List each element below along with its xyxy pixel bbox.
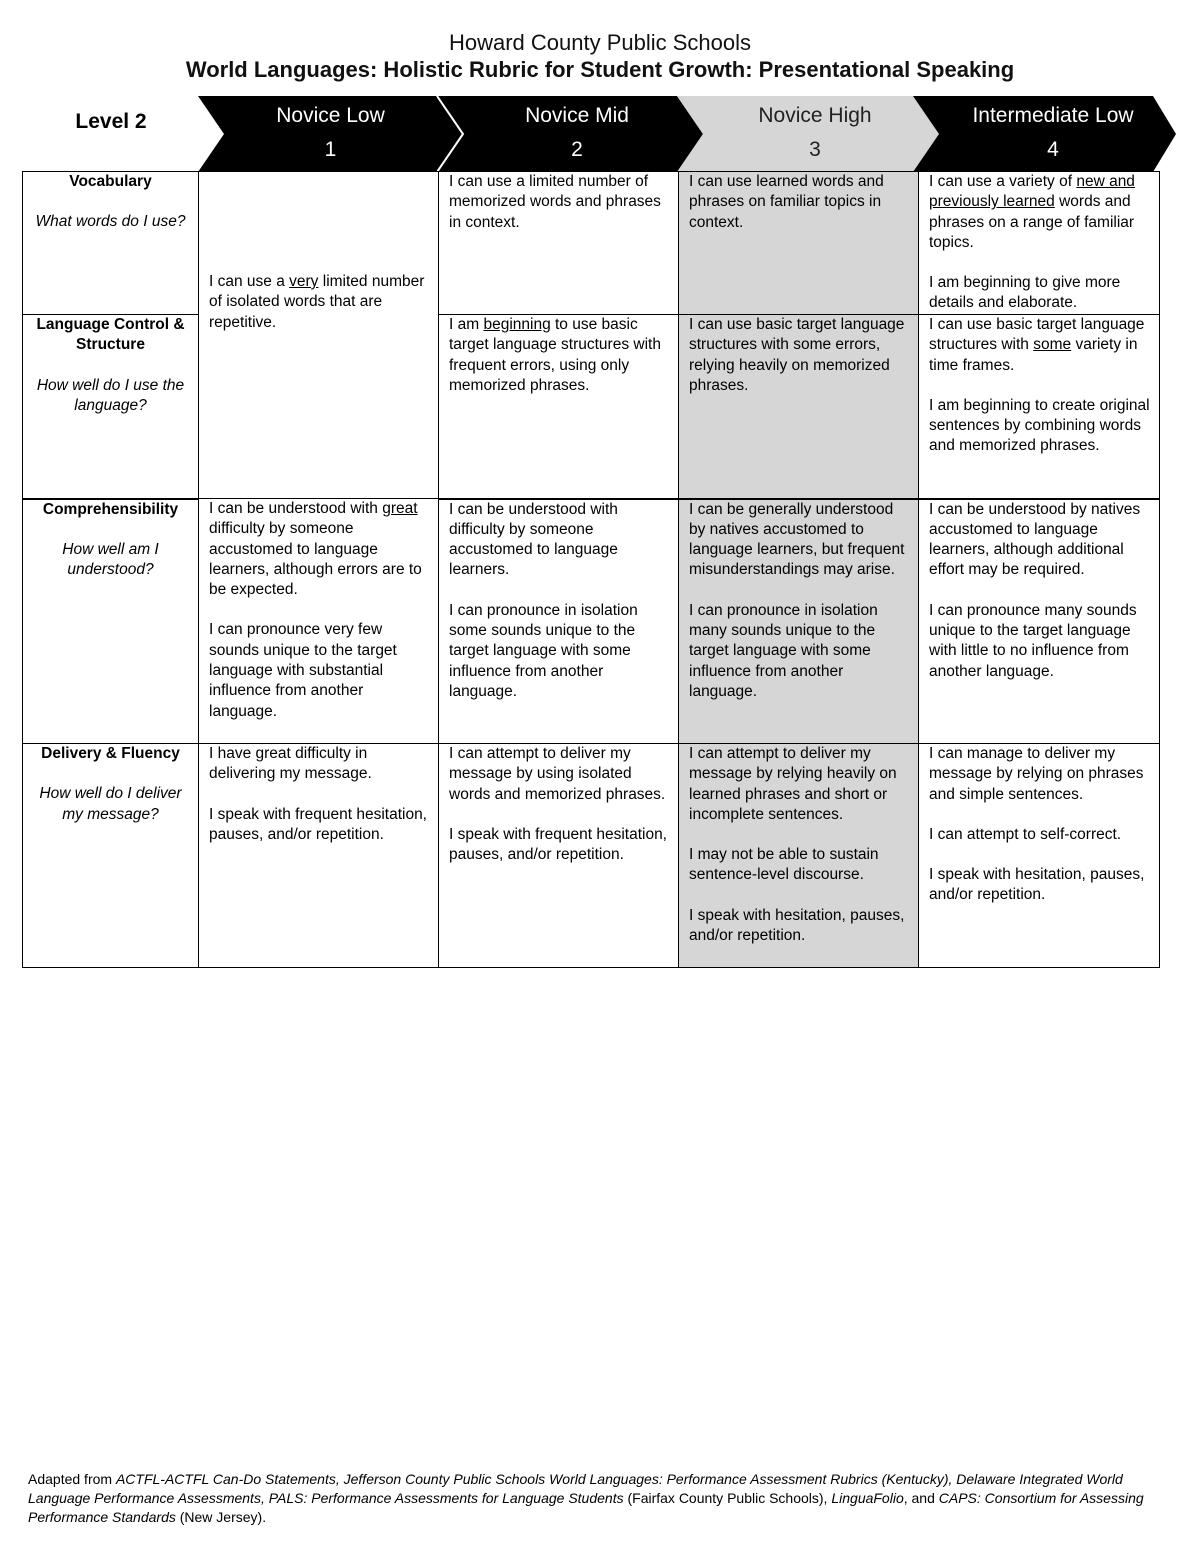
row-title: Comprehensibility	[42, 500, 179, 518]
table-row-delivery-fluency	[23, 744, 1160, 968]
cell-text: I can pronounce in isolation many sounds unique to the target language with some influence from another language.	[689, 601, 878, 700]
row-title: Vocabulary	[69, 173, 152, 190]
cell-novice-mid-vocabulary	[439, 172, 679, 315]
level-label: Level 2	[75, 110, 147, 133]
rubric-table	[22, 171, 1160, 968]
level-header-novice-low	[198, 96, 463, 172]
cell-text: I can use a very limited number of isolated words that are repetitive.	[209, 273, 425, 331]
cell-text: I can manage to deliver my message by relying on phrases and simple sentences.	[929, 745, 1144, 803]
cell-intermediate-low-comprehensibility	[919, 499, 1160, 744]
table-row-vocabulary	[23, 172, 1160, 315]
cell-novice-mid-language-control	[439, 315, 679, 499]
cell-text: I speak with frequent hesitation, pauses, and/or repetition.	[209, 805, 427, 843]
cell-text: I am beginning to create original sentences by combining words and memorized phrases.	[929, 396, 1150, 455]
cell-text: I can attempt to deliver my message by using isolated words and memorized phrases.	[449, 745, 666, 803]
cell-text: I can pronounce very few sounds unique to the target language with substantial influence from another language.	[209, 621, 397, 720]
cell-text: I can be understood with great difficulty by someone accustomed to language learners, although errors are to be expected.	[209, 500, 422, 599]
level-number: 3	[809, 138, 821, 161]
row-question: How well do I deliver my message?	[39, 785, 182, 823]
level-name: Intermediate Low	[972, 104, 1134, 127]
cell-novice-low-vocabulary-language	[199, 172, 439, 499]
cell-text: I can pronounce in isolation some sounds unique to the target language with some influence from another language.	[449, 601, 638, 700]
document-title: World Languages: Holistic Rubric for Student Growth: Presentational Speaking	[185, 57, 1015, 82]
row-title: Delivery & Fluency	[41, 745, 180, 762]
cell-text: I speak with hesitation, pauses, and/or repetition.	[929, 866, 1145, 904]
cell-novice-high-comprehensibility	[679, 499, 919, 744]
level-name: Novice Low	[276, 104, 385, 127]
level-number: 1	[324, 138, 337, 161]
row-header-delivery-fluency	[23, 744, 199, 968]
level-header-novice-mid	[437, 96, 703, 172]
cell-novice-low-delivery	[199, 744, 439, 968]
cell-text: I can attempt to self-correct.	[929, 825, 1122, 843]
cell-text: I can use learned words and phrases on familiar topics in context.	[689, 173, 884, 231]
cell-text: I can be understood with difficulty by someone accustomed to language learners.	[449, 500, 618, 579]
cell-novice-high-language-control	[679, 315, 919, 499]
table-row-comprehensibility	[23, 499, 1160, 744]
cell-novice-high-delivery	[679, 744, 919, 968]
row-header-comprehensibility	[23, 499, 199, 744]
cell-text: I can attempt to deliver my message by relying heavily on learned phrases and short or incomplete sentences.	[689, 745, 897, 823]
level-number: 4	[1047, 138, 1059, 161]
cell-text: I am beginning to give more details and elaborate.	[929, 274, 1121, 312]
level-header-novice-high	[677, 96, 943, 172]
row-header-vocabulary	[23, 172, 199, 315]
cell-novice-high-vocabulary	[679, 172, 919, 315]
cell-text: I can use basic target language structures with some errors, relying heavily on memorized phrases.	[689, 316, 905, 394]
cell-novice-mid-comprehensibility	[439, 499, 679, 744]
cell-intermediate-low-delivery	[919, 744, 1160, 968]
cell-novice-low-comprehensibility	[199, 499, 439, 744]
cell-text: I am beginning to use basic target language structures with frequent errors, using only memorized phrases.	[449, 316, 661, 394]
row-question: How well am I understood?	[62, 540, 159, 579]
cell-text: I can be understood by natives accustomed to language learners, although additional effort may be required.	[929, 500, 1141, 579]
footer-citation: Adapted from ACTFL-ACTFL Can-Do Statements, Jefferson County Public Schools World Languages: Performance Assessment Rubrics (Kentucky), Delaware Integrated World Language Performance Assessments, PALS: Performance Assessments for Language Students (Fairfax County Public Schools), LinguaFolio, and CAPS: Consortium for Assessing Performance Standards (New Jersey).	[28, 1471, 1144, 1525]
cell-text: I can use basic target language structures with some variety in time frames.	[929, 316, 1145, 374]
cell-text: I can pronounce many sounds unique to the target language with little to no influence from another language.	[929, 601, 1137, 680]
cell-novice-mid-delivery	[439, 744, 679, 968]
level-number: 2	[571, 138, 583, 161]
cell-intermediate-low-vocabulary	[919, 172, 1160, 315]
cell-text: I can be generally understood by natives accustomed to language learners, but frequent misunderstandings may arise.	[689, 500, 905, 579]
cell-text: I may not be able to sustain sentence-level discourse.	[689, 846, 879, 884]
row-question: How well do I use the language?	[36, 376, 185, 414]
cell-text: I speak with hesitation, pauses, and/or repetition.	[689, 906, 905, 945]
level-header-intermediate-low	[913, 96, 1177, 172]
cell-intermediate-low-language-control	[919, 315, 1160, 499]
table-row-language-control	[23, 315, 1160, 499]
cell-text: I can use a variety of new and previously learned words and phrases on a range of familiar topics.	[929, 173, 1135, 251]
row-question: What words do I use?	[35, 213, 186, 231]
level-name: Novice High	[758, 104, 872, 127]
level-name: Novice Mid	[525, 104, 629, 127]
row-header-language-control	[23, 315, 199, 499]
cell-text: I have great difficulty in delivering my message.	[209, 745, 372, 783]
cell-text: I can use a limited number of memorized words and phrases in context.	[449, 173, 661, 231]
row-title: Language Control & Structure	[36, 316, 185, 354]
cell-text: I speak with frequent hesitation, pauses, and/or repetition.	[449, 825, 667, 864]
organization-name: Howard County Public Schools	[448, 30, 752, 55]
